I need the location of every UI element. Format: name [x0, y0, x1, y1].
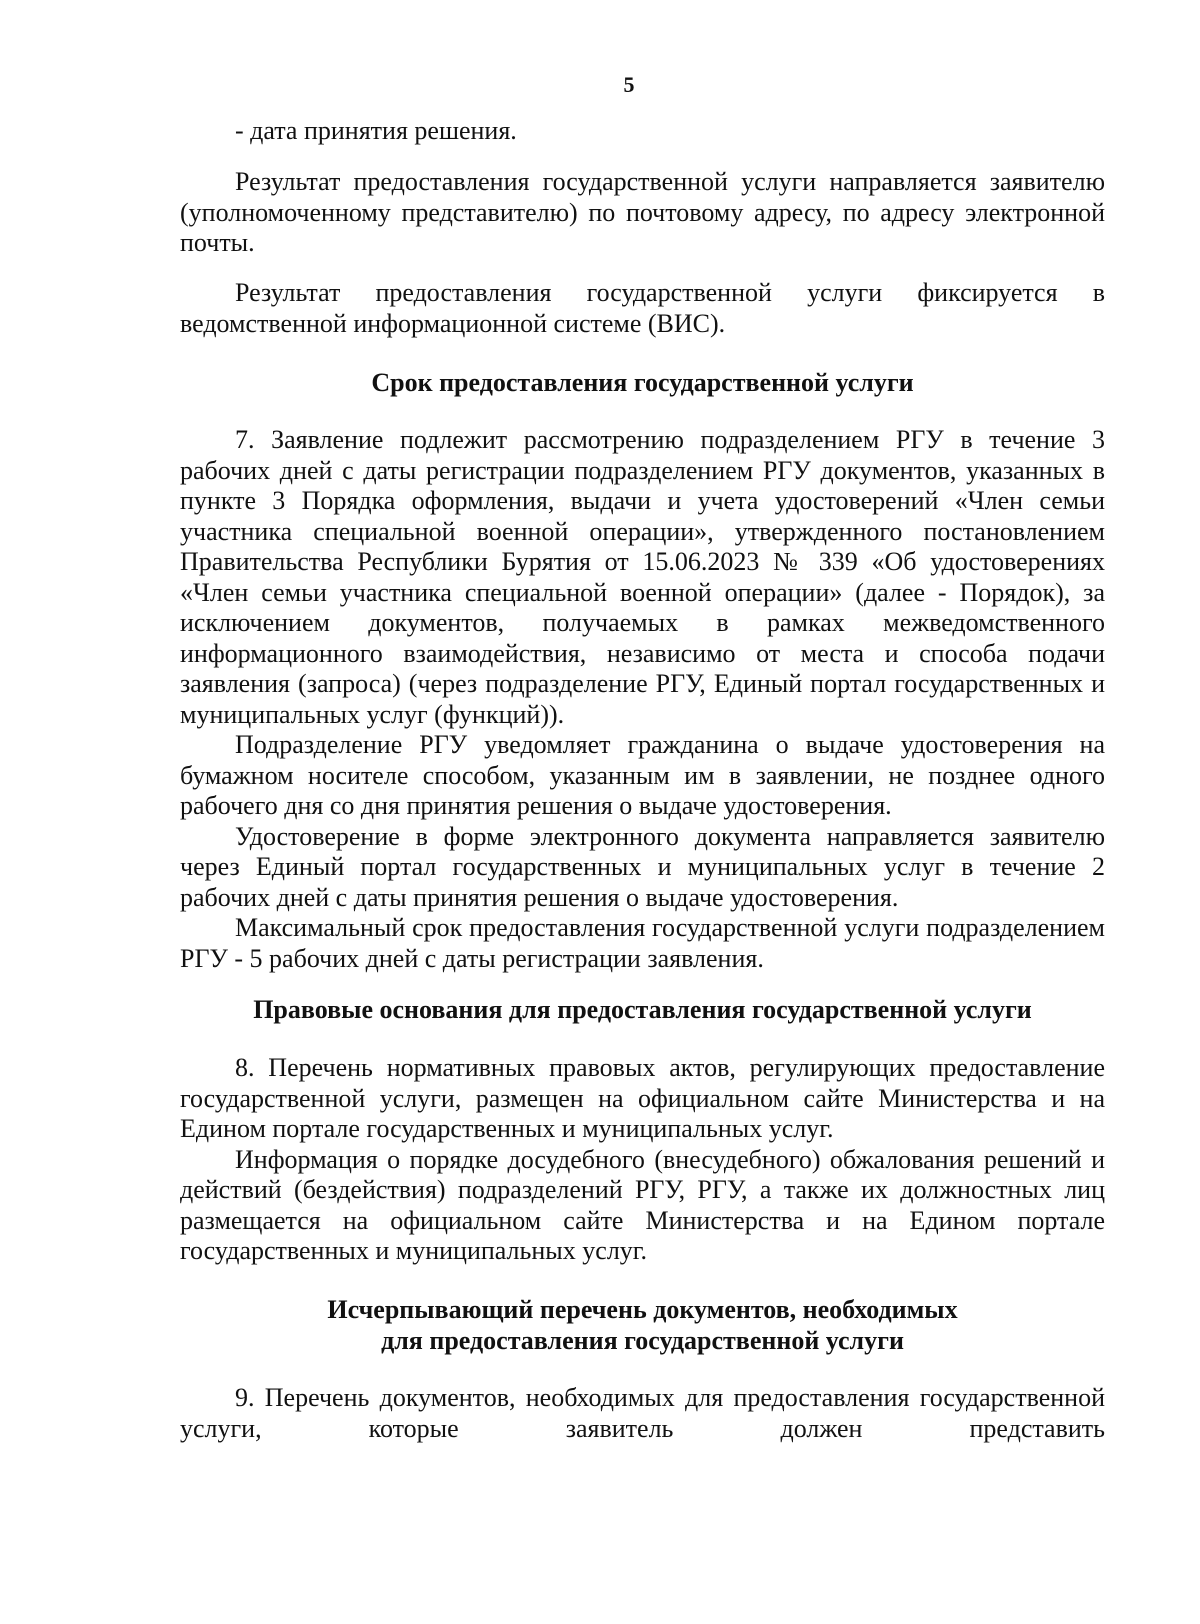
section-item-8: [180, 1053, 1105, 1267]
item-8-paragraph-1: 8. Перечень нормативных правовых актов, регулирующих предоставление государственной услуги, размещен на официальном сайте Министерства и на Едином портале государственных и муниципальных услуг.: [180, 1053, 1105, 1143]
section-item-9: [180, 1383, 1105, 1444]
heading-text: Срок предоставления государственной услуги: [371, 368, 914, 397]
paragraph-text: Результат предоставления государственной услуги направляется заявителю (уполномоченному представителю) по почтовому адресу, по адресу электронной почты.: [180, 167, 1105, 257]
heading-text: Правовые основания для предоставления государственной услуги: [253, 995, 1032, 1024]
paragraph-result-sent: [180, 167, 1105, 259]
section-item-7: [180, 425, 1105, 974]
page-number: 5: [623, 72, 635, 97]
item-8-paragraph-2: Информация о порядке досудебного (внесудебного) обжалования решений и действий (бездействия) подразделений РГУ, РГУ, а также их должностных лиц размещается на официальном сайте Министерства и на Едином портале государственных и муниципальных услуг.: [180, 1144, 1105, 1265]
paragraph-text: - дата принятия решения.: [235, 116, 517, 145]
item-7-paragraph-1: 7. Заявление подлежит рассмотрению подразделением РГУ в течение 3 рабочих дней с даты регистрации подразделением РГУ документов, указанных в пункте 3 Порядка оформления, выдачи и учета удостоверений «Член семьи участника специальной военной операции», утвержденного постановлением Правительства Республики Бурятия от 15.06.2023 № 339 «Об удостоверениях «Член семьи участника специальной военной операции» (далее - Порядок), за исключением документов, получаемых в рамках межведомственного информационного взаимодействия, независимо от места и способа подачи заявления (запроса) (через подразделение РГУ, Единый портал государственных и муниципальных услуг (функций)).: [180, 425, 1105, 729]
paragraph-result-fixed: [180, 278, 1105, 339]
item-7-paragraph-2: Подразделение РГУ уведомляет гражданина о выдаче удостоверения на бумажном носителе способом, указанным им в заявлении, не позднее одного рабочего дня со дня принятия решения о выдаче удостоверения.: [180, 730, 1105, 820]
section-heading-term: [180, 367, 1105, 398]
section-heading-documents: [180, 1294, 1105, 1356]
item-7-paragraph-3: Удостоверение в форме электронного документа направляется заявителю через Единый портал государственных и муниципальных услуг в течение 2 рабочих дней с даты принятия решения о выдаче удостоверения.: [180, 821, 1105, 912]
heading-line-1: Исчерпывающий перечень документов, необходимых: [327, 1295, 958, 1324]
paragraph-date-line: [180, 116, 1105, 147]
item-7-paragraph-4: Максимальный срок предоставления государственной услуги подразделением РГУ - 5 рабочих дней с даты регистрации заявления.: [180, 913, 1105, 973]
paragraph-text: Результат предоставления государственной услуги фиксируется в ведомственной информационной системе (ВИС).: [180, 278, 1105, 338]
section-heading-legal: [180, 994, 1105, 1025]
heading-line-2: для предоставления государственной услуги: [381, 1326, 904, 1355]
item-9-paragraph-1: 9. Перечень документов, необходимых для предоставления государственной услуги, которые заявитель должен представить: [180, 1383, 1105, 1443]
